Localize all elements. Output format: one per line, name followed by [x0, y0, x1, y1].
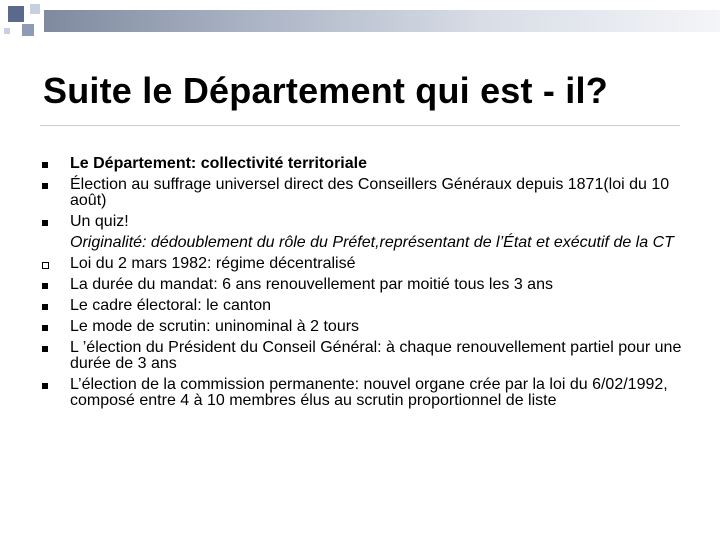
square-bullet-icon — [42, 304, 48, 310]
list-item-text: Loi du 2 mars 1982: régime décentralisé — [70, 255, 356, 272]
square-bullet-icon — [42, 346, 48, 352]
title-divider — [40, 125, 680, 126]
list-item-text: La durée du mandat: 6 ans renouvellement par moitié tous les 3 ans — [70, 276, 553, 293]
list-item — [42, 377, 682, 409]
bullet-list — [42, 156, 682, 414]
square-bullet-icon — [42, 283, 48, 289]
list-item — [42, 177, 682, 209]
list-item-text: L ’élection du Président du Conseil Général: à chaque renouvellement partiel pour une durée de 3 ans — [70, 339, 682, 372]
corner-square-small — [4, 28, 10, 34]
corner-square-light — [30, 4, 40, 14]
list-item-subtext: Originalité: dédoublement du rôle du Préfet,représentant de l’État et exécutif de la CT — [70, 234, 674, 251]
square-bullet-icon — [42, 162, 48, 168]
list-item-text: Le mode de scrutin: uninominal à 2 tours — [70, 318, 360, 335]
list-item — [42, 319, 682, 335]
list-item-text: Le cadre électoral: le canton — [70, 297, 272, 314]
square-bullet-icon — [42, 220, 48, 226]
list-item — [42, 340, 682, 372]
list-item-text: Un quiz! — [70, 213, 129, 230]
header-gradient-band — [44, 10, 720, 32]
square-bullet-icon — [42, 183, 48, 189]
square-bullet-icon — [42, 325, 48, 331]
list-item-text: Élection au suffrage universel direct des Conseillers Généraux depuis 1871(loi du 10 août) — [70, 176, 670, 209]
list-item — [42, 214, 682, 251]
corner-square-dark — [8, 6, 24, 22]
corner-square-mid — [22, 24, 34, 36]
list-item-text: Le Département: collectivité territoriale — [70, 155, 367, 172]
list-item — [42, 156, 682, 172]
list-item-text: L’élection de la commission permanente: nouvel organe crée par la loi du 6/02/1992, composé entre 4 à 10 membres élus au scrutin proportionnel de liste — [70, 376, 668, 409]
list-item — [42, 277, 682, 293]
list-item — [42, 298, 682, 314]
slide-title: Suite le Département qui est - il? — [43, 70, 608, 111]
list-item — [42, 256, 682, 272]
hollow-square-bullet-icon — [42, 262, 49, 269]
square-bullet-icon — [42, 383, 48, 389]
